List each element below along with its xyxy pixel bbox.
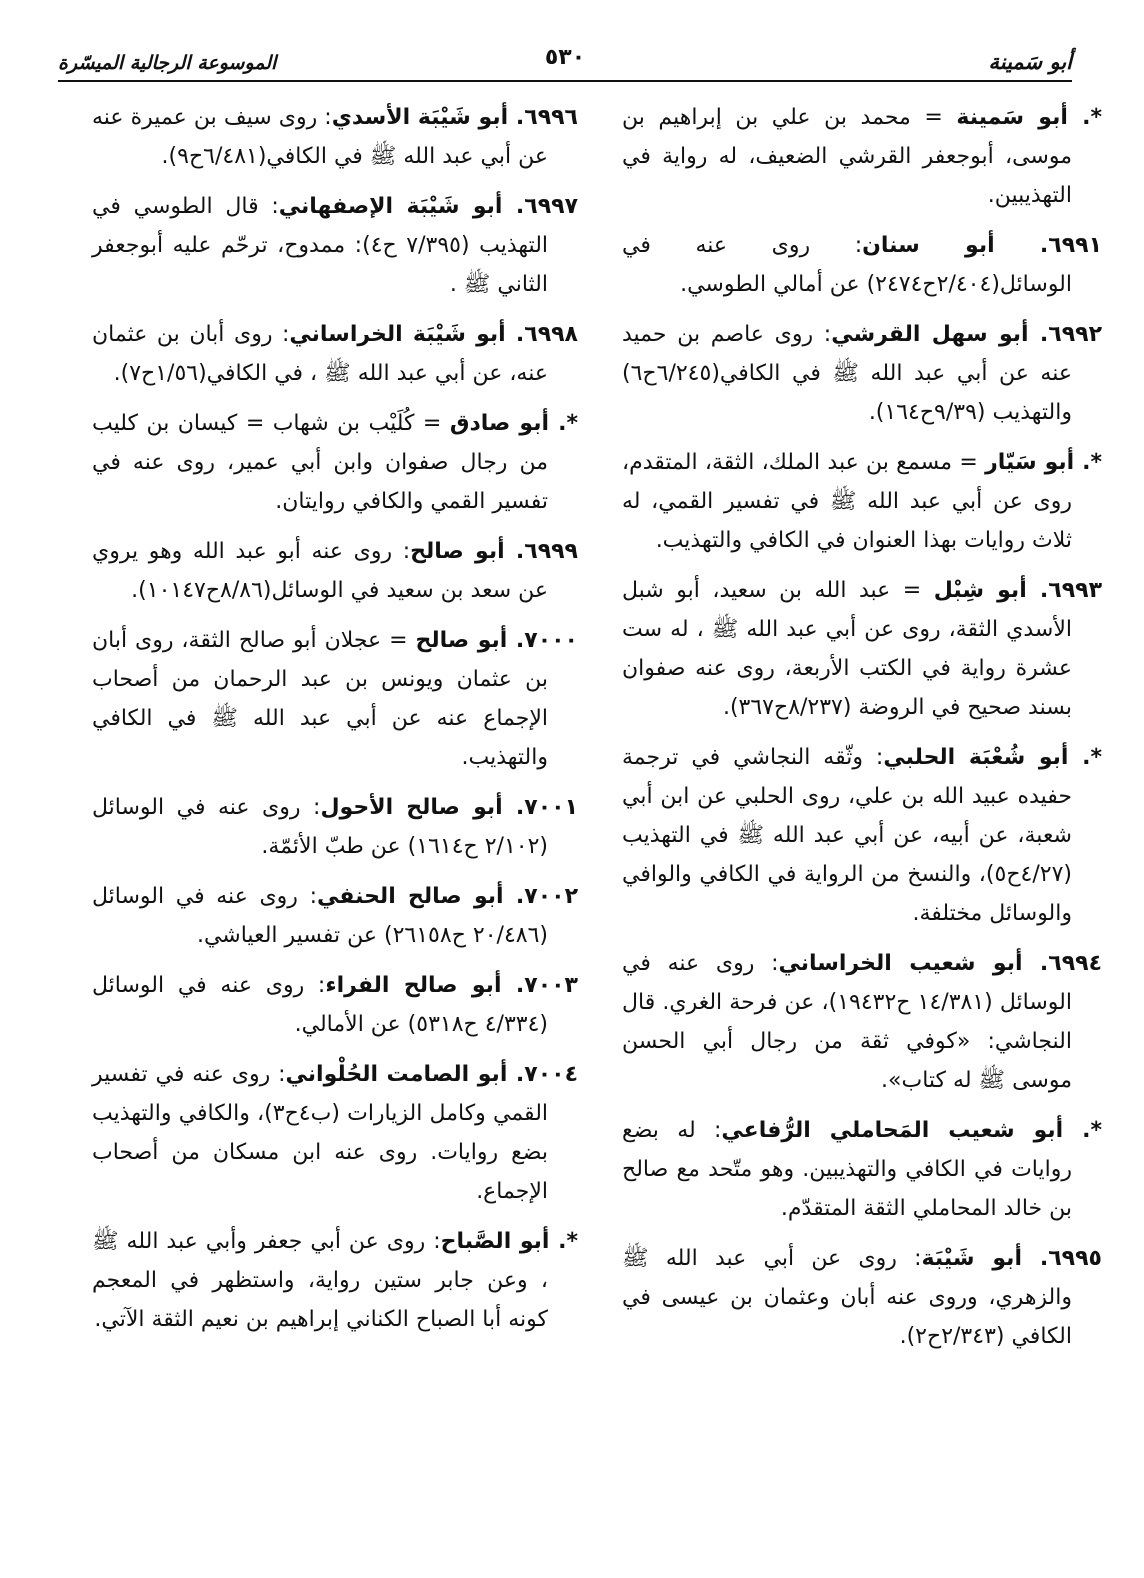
entry-number: ٧٠٠٣. [501,973,578,998]
entry [62,315,578,393]
entry-number: ٦٩٩٢. [1028,322,1102,347]
entry-text: : روى سيف بن عميرة عنه عن أبي عبد الله ﷺ في الكافي(٦/٤٨١ح٩). [92,105,548,169]
entry-text: : روى عنه في الوسائل (٢/١٠٢ ح١٦١٤) عن طبّ الأئمّة. [92,795,548,859]
entry-text: : له بضع روايات في الكافي والتهذيبين. وهو متّحد مع صالح بن خالد المحاملي الثقة المتقدّم. [622,1118,1072,1221]
entry [592,738,1102,933]
entry-number: ٦٩٩٨. [505,322,578,347]
entry [62,98,578,176]
entry-number: *. [1068,745,1102,770]
entry [592,571,1102,727]
entry-text: = محمد بن علي بن إبراهيم بن موسى، أبوجعفر القرشي الضعيف، له رواية في التهذيبين. [622,105,1072,208]
entry [592,1111,1102,1228]
entry-number: ٦٩٩٥. [1021,1246,1102,1271]
entry-name: أبو صالح الأحول [320,795,503,820]
entry-number: ٦٩٩١. [994,233,1102,258]
entry-name: أبو صالح [410,539,505,564]
entry-text: = عجلان أبو صالح الثقة، روى أبان بن عثمان ويونس بن عبد الرحمان من أصحاب الإجماع عنه عن أبي عبد الله ﷺ في الكافي والتهذيب. [92,628,548,770]
entry [62,532,578,610]
entry-name: أبو شَيْبَة الأسدي [331,105,509,130]
entry-text: : روى عنه في تفسير القمي وكامل الزيارات (ب٤ح٣)، والكافي والتهذيب بضع روايات. روى عنه ابن مسكان من أصحاب الإجماع. [92,1062,549,1204]
entry-text: : روى عنه في الوسائل (١٤/٣٨١ ح١٩٤٣٢)، عن فرحة الغري. قال النجاشي: «كوفي ثقة من رجال أبي الحسن موسى ﷺ له كتاب». [622,951,1072,1093]
entry-name: أبو سَيّار [985,450,1075,475]
entry-number: ٧٠٠٤. [507,1062,579,1087]
entry-number: ٧٠٠١. [502,795,578,820]
entry-text: : وثّقه النجاشي في ترجمة حفيده عبيد الله بن علي، روى الحلبي عن ابن أبي شعبة، عن أبيه، عن أبي عبد الله ﷺ في التهذيب (٤/٢٧ح٥)، والنسخ من الرواية في الكافي والوافي والوسائل مختلفة. [622,745,1072,926]
running-title-book: الموسوعة الرجالية الميسّرة [58,52,277,74]
entry-name: أبو سهل القرشي [831,322,1029,347]
entry-text: : روى عاصم بن حميد عنه عن أبي عبد الله ﷺ في الكافي(٦/٢٤٥ح٦) والتهذيب (٩/٣٩ح١٦٤). [622,322,1072,425]
entry-number: *. [1074,450,1102,475]
entry-text: = مسمع بن عبد الملك، الثقة، المتقدم، روى عن أبي عبد الله ﷺ في تفسير القمي، له ثلاث روايات بهذا العنوان في الكافي والتهذيب. [622,450,1072,553]
entry-text: = كُلَيْب بن شهاب = كيسان بن كليب من رجال صفوان وابن أبي عمير، روى عنه في تفسير القمي والكافي روايتان. [92,411,548,514]
entry-name: أبو صالح [415,628,508,653]
entry-name: أبو شُعْبَة الحلبي [883,745,1069,770]
entry-name: أبو صالح الفراء [325,973,502,998]
entry-number: *. [549,411,578,436]
entry-name: أبو الصامت الحُلْواني [285,1062,508,1087]
entry [592,944,1102,1100]
entry-name: أبو سنان [862,233,995,258]
entry-number: *. [549,1229,578,1254]
entry-number: ٦٩٩٧. [502,194,578,219]
left-column [62,98,579,1350]
entry [62,966,578,1044]
entry-name: أبو سَمينة [956,105,1068,130]
entry-number: ٦٩٩٤. [1022,951,1102,976]
entry-name: أبو شَيْبَة الإصفهاني [278,194,503,219]
entry-number: *. [1067,105,1102,130]
entry [62,404,578,521]
entry [592,1239,1102,1356]
entry [62,621,578,777]
entry [592,443,1102,560]
right-column [592,98,1102,1367]
entry-text: : روى عنه أبو عبد الله وهو يروي عن سعد بن سعيد في الوسائل(٨/٨٦ح١٠١٤٧). [92,539,548,603]
entry [592,226,1102,304]
entry-text: = عبد الله بن سعيد، أبو شبل الأسدي الثقة، روى عن أبي عبد الله ﷺ ، له ست عشرة رواية في الكتب الأربعة، روى عنه صفوان بسند صحيح في الروضة (٨/٢٣٧ح٣٦٧). [622,578,1072,720]
entry-name: أبو شَيْبَة الخراساني [289,322,506,347]
entry [62,187,578,304]
entry [592,315,1102,432]
entry-number: *. [1063,1118,1102,1143]
entry-number: ٦٩٩٦. [508,105,578,130]
entry-name: أبو شَيْبَة [921,1246,1022,1271]
entry-text: : روى عن أبي جعفر وأبي عبد الله ﷺ ، وعن جابر ستين رواية، واستظهر في المعجم كونه أبا الصباح الكناني إبراهيم بن نعيم الثقة الآتي. [92,1229,548,1332]
entry-text: : روى عنه في الوسائل (٢٠/٤٨٦ ح٢٦١٥٨) عن تفسير العياشي. [92,884,548,948]
entry-text: : قال الطوسي في التهذيب (٧/٣٩٥ ح٤): ممدوح، ترحّم عليه أبوجعفر الثاني ﷺ . [92,194,549,297]
entry [62,877,578,955]
entry-text: : روى عنه في الوسائل (٤/٣٣٤ ح٥٣١٨) عن الأمالي. [92,973,548,1037]
entry-name: أبو صادق [449,411,550,436]
header-rule [58,80,1072,82]
entry [592,98,1102,215]
entry-number: ٧٠٠٠. [507,628,578,653]
entry-name: أبو الصَّباح [440,1229,550,1254]
entry [62,1222,578,1339]
page-number: ٥٣٠ [544,45,586,70]
entry-name: أبو شعيب المَحاملي الرُّفاعي [721,1118,1064,1143]
entry-name: أبو شِبْل [933,578,1027,603]
entry-text: : روى أبان بن عثمان عنه، عن أبي عبد الله ﷺ ، في الكافي(١/٥٦ح٧). [92,322,548,386]
entry-text: : روى عنه في الوسائل(٢/٤٠٤ح٢٤٧٤) عن أمالي الطوسي. [622,233,1072,297]
entry-number: ٦٩٩٣. [1026,578,1102,603]
entry-name: أبو صالح الحنفي [317,884,504,909]
running-title-entry: أبو سَمينة [988,50,1072,74]
entry-number: ٦٩٩٩. [504,539,578,564]
entry-text: : روى عن أبي عبد الله ﷺ والزهري، وروى عنه أبان وعثمان بن عيسى في الكافي (٢/٣٤٣ح٢). [622,1246,1072,1349]
entry-number: ٧٠٠٢. [503,884,578,909]
entry [62,788,578,866]
running-head [58,30,1072,74]
entry [62,1055,579,1211]
entry-name: أبو شعيب الخراساني [778,951,1023,976]
